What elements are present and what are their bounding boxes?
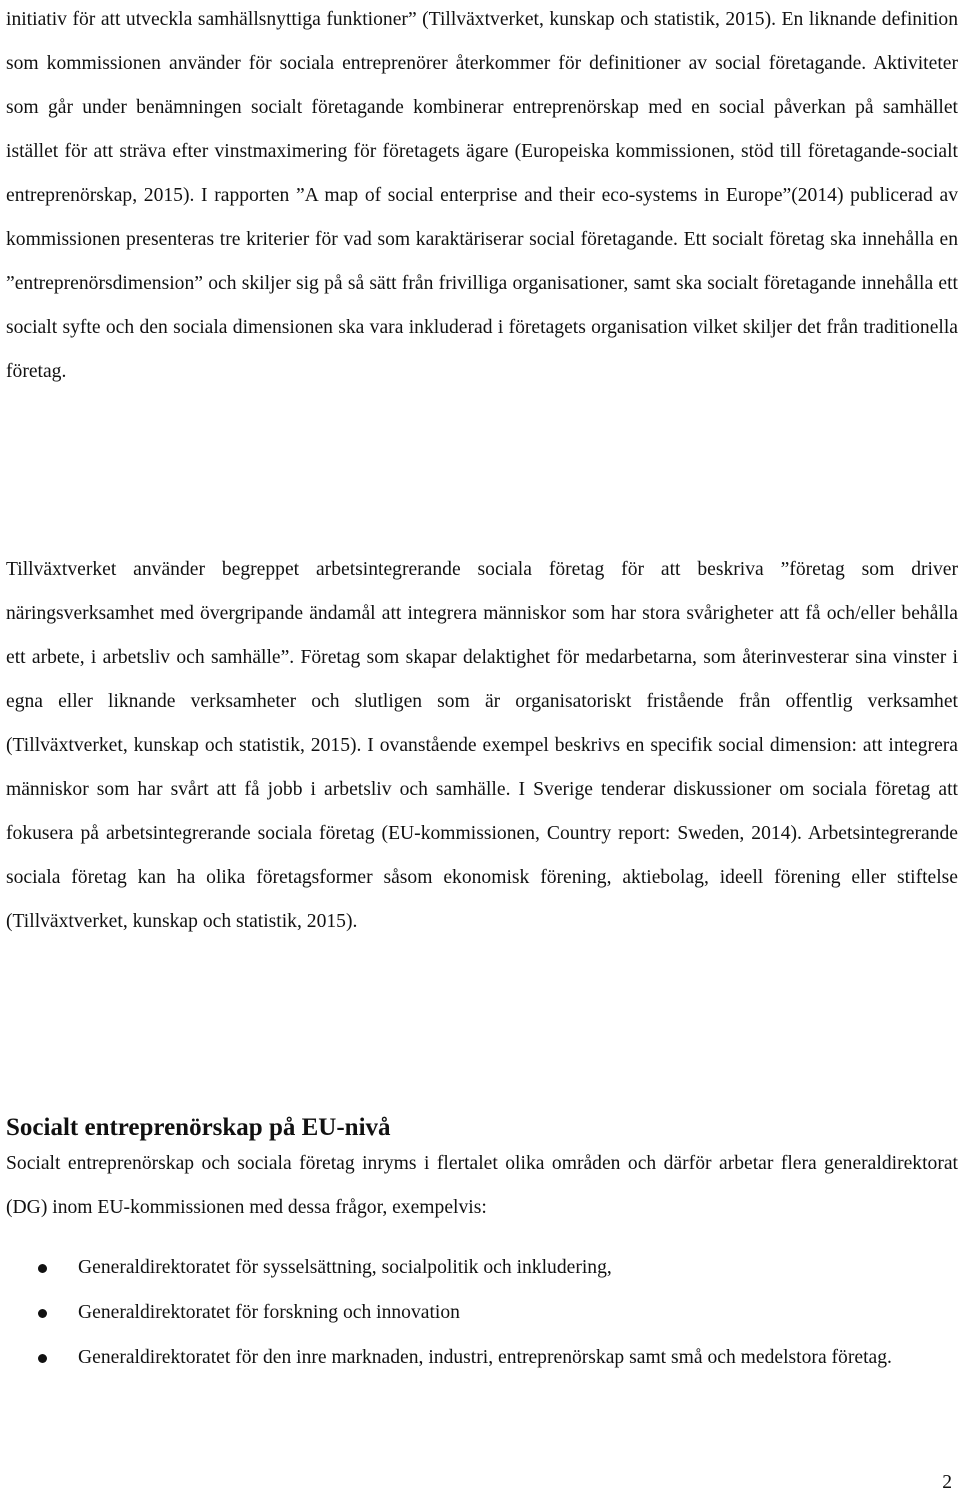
page-number: 2 xyxy=(942,1472,952,1493)
paragraph-tillvaxtverket: Tillväxtverket använder begreppet arbetsintegrerande sociala företag för att beskriva ”företag som driver näringsverksamhet med övergripande ändamål att integrera människor som har stora svårigheter att få och/eller behålla ett arbete, i arbetsliv och samhälle”. Företag som skapar delaktighet för medarbetarna, som återinvesterar sina vinster i egna eller liknande verksamheter och slutligen som är organisatoriskt fristående från offentlig verksamhet (Tillväxtverket, kunskap och statistik, 2015). I ovanstående exempel beskrivs en specifik social dimension: att integrera människor som har svårt att få jobb i arbetsliv och samhälle. I Sverige tenderar diskussioner om sociala företag att fokusera på arbetsintegrerande sociala företag (EU-kommissionen, Country report: Sweden, 2014). Arbetsintegrerande sociala företag kan ha olika företagsformer såsom ekonomisk förening, aktiebolag, ideell förening eller stiftelse (Tillväxtverket, kunskap och statistik, 2015). xyxy=(6,559,958,932)
list-item-text: Generaldirektoratet för sysselsättning, socialpolitik och inkludering, xyxy=(78,1257,612,1278)
paragraph-definition: initiativ för att utveckla samhällsnyttiga funktioner” (Tillväxtverket, kunskap och statistik, 2015). En liknande definition som kommissionen använder för sociala entreprenörer återkommer för definitioner av social företagande. Aktiviteter som går under benämningen socialt företagande kombinerar entreprenörskap med en social påverkan på samhället istället för att sträva efter vinstmaximering för företagets ägare (Europeiska kommissionen, stöd till företagande-socialt entreprenörskap, 2015). I rapporten ”A map of social enterprise and their eco-systems in Europe”(2014) publicerad av kommissionen presenteras tre kriterier för vad som karaktäriserar social företagande. Ett socialt företag ska innehålla en ”entreprenörsdimension” och skiljer sig på så sätt från frivilliga organisationer, samt ska socialt företagande innehålla ett socialt syfte och den sociala dimensionen ska vara inkluderad i företagets organisation vilket skiljer det från traditionella företag. xyxy=(6,9,958,382)
bullet-icon xyxy=(38,1309,47,1318)
list-item-text: Generaldirektoratet för forskning och innovation xyxy=(78,1302,460,1323)
bullet-icon xyxy=(38,1354,47,1363)
list-item-text: Generaldirektoratet för den inre marknaden, industri, entreprenörskap samt små och medelstora företag. xyxy=(78,1347,892,1368)
list-item xyxy=(6,1336,958,1380)
bullet-icon xyxy=(38,1264,47,1273)
bullet-list xyxy=(6,1246,958,1381)
list-item xyxy=(6,1291,958,1335)
list-item xyxy=(6,1246,958,1290)
section-heading: Socialt entreprenörskap på EU-nivå xyxy=(6,1114,391,1141)
section-intro: Socialt entreprenörskap och sociala företag inryms i flertalet olika områden och därför arbetar flera generaldirektorat (DG) inom EU-kommissionen med dessa frågor, exempelvis: xyxy=(6,1153,958,1218)
